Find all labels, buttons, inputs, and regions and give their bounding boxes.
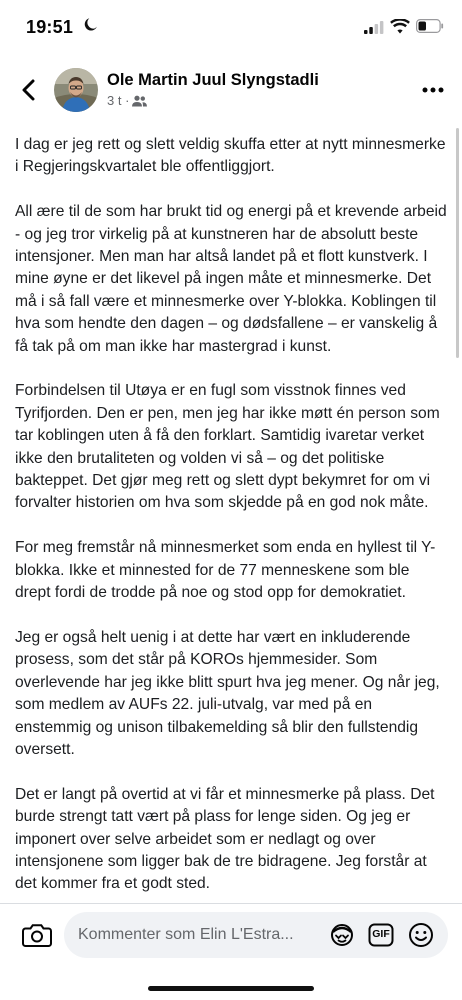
post-body [15, 134, 447, 918]
status-bar [0, 0, 462, 58]
post-paragraph: Forbindelsen til Utøya er en fugl som visstnok finnes ved Tyrifjorden. Den er pen, men jeg har ikke møtt én person som tar koblingen uten å få den forklart. Samtidig ivaretar verket ikke den brutaliteten og volden vi så – og det politiske bakteppet. Det gjør meg rett og slett dypt bekymret for om vi forvalter historien om hva som skjedde på en god nok måte. [15, 382, 440, 512]
post-paragraph: Det er langt på overtid at vi får et minnesmerke på plass. Det burde strengt tatt vært på plass for lenge siden. Og jeg er imponert over selve arbeidet som er nedlagt og over intensjonene som ligger bak de tre bidragene. Jeg forstår at det kommer fra et godt sted. [15, 785, 435, 893]
gif-button[interactable] [368, 923, 394, 947]
home-indicator[interactable] [148, 986, 314, 991]
more-options-button[interactable] [420, 80, 446, 100]
avatar-sticker-icon [329, 923, 355, 947]
camera-icon [22, 922, 52, 948]
comment-input[interactable] [64, 912, 448, 958]
post-paragraph: For meg fremstår nå minnesmerket som enda en hyllest til Y-blokka. Ikke et minnested for de 77 menneskene som ble drept fordi de trodde på noe og stod opp for demokratiet. [15, 539, 436, 602]
profile-photo [54, 68, 98, 112]
post-meta [107, 93, 147, 108]
friends-icon [132, 95, 147, 107]
post-time[interactable]: 3 t · [107, 93, 130, 108]
smiley-icon [408, 922, 434, 948]
scrollbar-thumb[interactable] [456, 128, 459, 358]
battery-icon [416, 19, 444, 33]
back-button[interactable] [14, 74, 42, 106]
moon-icon [83, 16, 99, 32]
emoji-button[interactable] [408, 922, 434, 948]
post-paragraph: All ære til de som har brukt tid og energi på et krevende arbeid - og jeg tror virkelig på at kunstneren har de absolutt beste intensjoner. Men man har altså landet på et flott kunstverk. I mine øyne er det likevel på ingen måte et minnesmerke. Det må i så fall være et minnesmerke over Y-blokka. Koblingen til hva som hendte den dagen – og dødsfallene – er vanskelig å få tak på om man ikke har mastergrad i kunst. [15, 203, 447, 355]
author-avatar[interactable] [54, 68, 98, 112]
post-paragraph: Jeg er også helt uenig i at dette har vært en inkluderende prosess, som det står på KOROs hjemmesider. Som overlevende har jeg ikke blitt spurt hva jeg mener. Og når jeg, som medlem av AUFs 22. juli-utvalg, var med på en enstemmig og unison tilbakemelding så blir den fullstendig oversett. [15, 628, 440, 758]
ellipsis-icon [422, 87, 444, 93]
signal-icon [364, 21, 384, 34]
comment-placeholder: Kommenter som Elin L'Estra... [78, 926, 294, 943]
post-paragraph: I dag er jeg rett og slett veldig skuffa etter at nytt minnesmerke i Regjeringskvartalet ble offentliggjort. [15, 136, 446, 176]
camera-button[interactable] [22, 922, 52, 948]
status-time: 19:51 [26, 17, 74, 37]
wifi-icon [390, 19, 410, 34]
post-header [0, 58, 462, 124]
avatar-sticker-button[interactable] [329, 923, 355, 947]
gif-label: GIF [372, 928, 390, 940]
chevron-left-icon [21, 79, 35, 101]
author-name[interactable]: Ole Martin Juul Slyngstadli [107, 71, 319, 89]
